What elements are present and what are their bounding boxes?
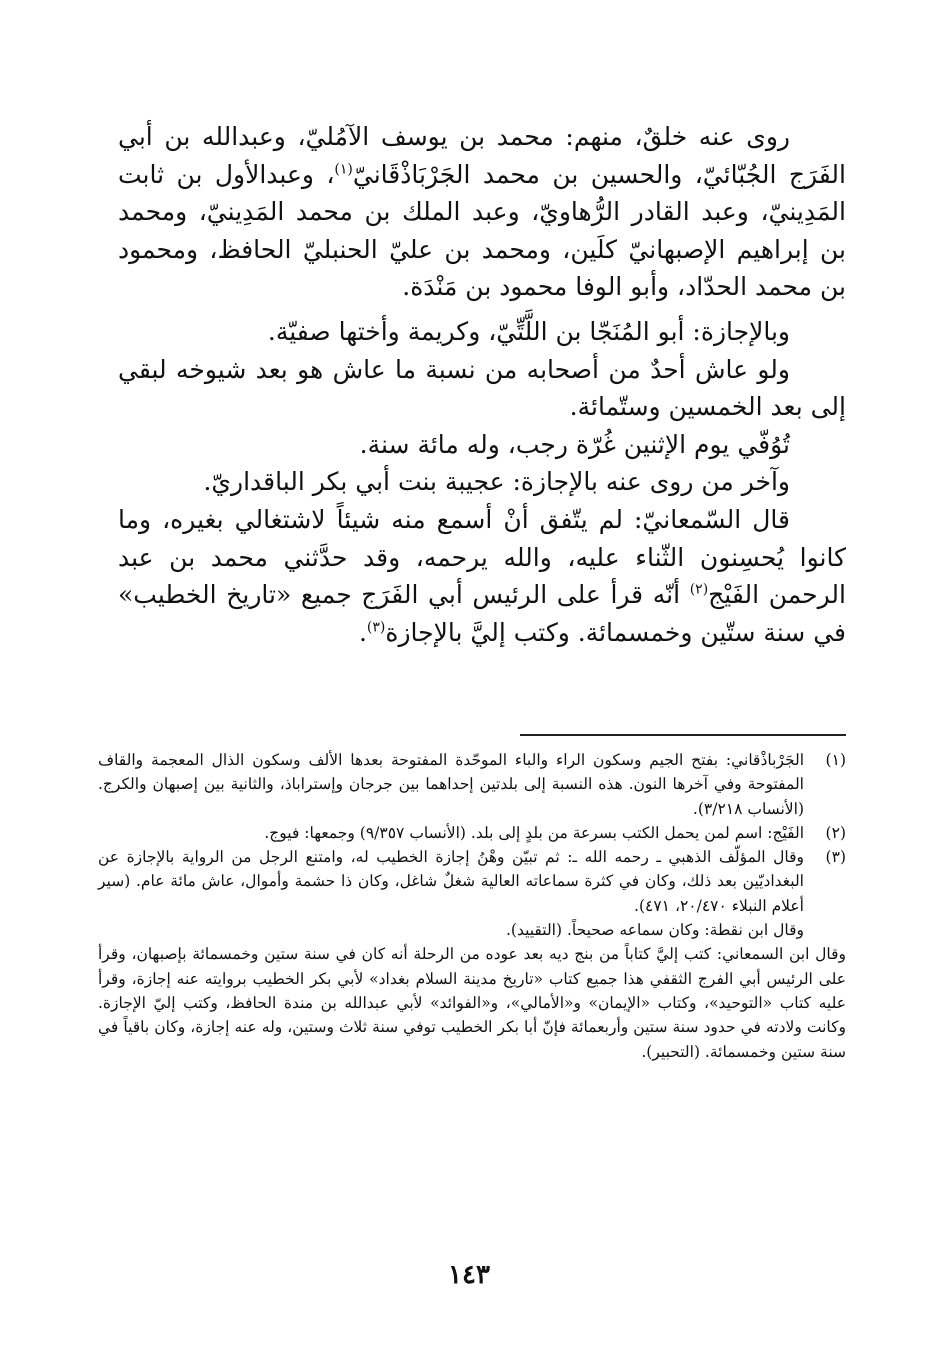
paragraph-samani bbox=[118, 501, 846, 651]
footnote-text: وقال ابن نقطة: وكان سماعه صحيحاً. (التقييد). bbox=[505, 921, 804, 940]
footnote-separator bbox=[520, 734, 846, 736]
paragraph-text: روى عنه خلقٌ، منهم: محمد بن يوسف الآمُليّ، وعبدالله بن أبي الفَرَج الجُبّائيّ، والحسين بن محمد الجَرْبَاذْقَانيّ bbox=[118, 122, 846, 189]
footnote-3 bbox=[98, 845, 846, 942]
footnote-ref-2: (٢) bbox=[689, 581, 709, 598]
paragraph-text-cont: ، وعبدالأول بن ثابت المَدِينيّ، وعبد القادر الرُّهاويّ، وعبد الملك بن محمد المَدِينيّ، ومحمد بن إبراهيم الإصبهانيّ كلَين، ومحمد بن عليّ الحنبليّ الحافظ، ومحمود بن محمد الحدّاد، وأبو الوفا محمود بن مَنْدَة. bbox=[118, 159, 846, 302]
main-text bbox=[118, 118, 846, 651]
footnote-number: (٣) bbox=[825, 848, 846, 867]
footnote-1 bbox=[98, 748, 846, 821]
footnote-text: وقال المؤلّف الذهبي ـ رحمه الله ـ: ثم تبيّن وهْنُ إجازة الخطيب له، وامتنع الرجل من الرواية بالإجازة عن البغداديّين بعد ذلك، وكان في كثرة سماعاته العالية شغلٌ شاغل، وكان ذا حشمة وأموال، عاش مائة عام. (سير أعلام النبلاء ٢٠/٤٧٠، ٤٧١). bbox=[98, 848, 804, 915]
footnote-body bbox=[98, 748, 804, 821]
footnote-ref-3: (٣) bbox=[366, 619, 386, 636]
footnotes bbox=[98, 748, 846, 1064]
paragraph-narrators bbox=[118, 118, 846, 306]
footnote-number: (١) bbox=[825, 751, 846, 769]
footnote-text: الجَرْباذْقاني: بفتح الجيم وسكون الراء والباء الموحّدة المفتوحة بعدها الألف وسكون الذال المعجمة والقاف المفتوحة وفي آخرها النون. هذه النسبة إلى بلدتين إحداهما بين جرجان وإستراباذ، والثانية بين إصبهان والكرج. (الأنساب ٣/٢١٨). bbox=[98, 751, 804, 818]
footnote-text: الفَيْج: اسم لمن يحمل الكتب بسرعة من بلدٍ إلى بلد. (الأنساب ٩/٣٥٧) وجمعها: فيوج. bbox=[264, 823, 804, 842]
footnote-2 bbox=[98, 821, 846, 845]
footnote-body bbox=[98, 821, 804, 845]
page-number: ١٤٣ bbox=[448, 1260, 490, 1290]
paragraph-ijaza: وبالإجازة: أبو المُنَجّا بن اللَّتِّيّ، وكريمة وأختها صفيّة. bbox=[267, 316, 790, 346]
paragraph-survival: ولو عاش أحدٌ من أصحابه من نسبة ما عاش هو بعد شيوخه لبقي إلى بعد الخمسين وستّمائة. bbox=[118, 354, 846, 422]
paragraph-text: قال السّمعانيّ: لم يتّفق أنْ أسمع منه شيئاً لاشتغالي بغيره، وما كانوا يُحسِنون الثّناء عليه، والله يرحمه، وقد حدَّثني محمد بن عبد الرحمن الفَيْج bbox=[118, 504, 846, 610]
footnote-ref-1: (١) bbox=[334, 161, 353, 178]
paragraph-death: تُوُفّي يوم الإثنين غُرّة رجب، وله مائة سنة. bbox=[359, 429, 790, 459]
footnote-continuation: وقال ابن السمعاني: كتب إليَّ كتاباً من بنج ديه بعد عوده من الرحلة أنه كان في سنة ستين وخمسمائة بإصبهان، وقرأ على الرئيس أبي الفرج الثقفي هذا جميع كتاب «تاريخ مدينة السلام بغداد» لأبي بكر الخطيب بروايته عنه إجازة، وقرأ عليه كتاب «التوحيد»، وكتاب «الإيمان» و«الأمالي»، و«الفوائد» لأبي عبدالله بن مندة الحافظ، وكتب إليّ الإجازة. وكانت ولادته في حدود سنة ستين وأربعمائة فإنّ أبا بكر الخطيب توفي سنة ثلاث وستين، وله عنه إجازة، وكان باقياً في سنة ستين وخمسمائة. (التحبير). bbox=[98, 945, 846, 1061]
paragraph-text-cont: أنّه قرأ على الرئيس أبي الفَرَج جميع «تاريخ الخطيب» في سنة ستّين وخمسمائة. وكتب إليَّ بالإجازة bbox=[118, 580, 846, 647]
paragraph-text-end: . bbox=[358, 617, 367, 647]
footnote-number: (٢) bbox=[825, 823, 846, 842]
paragraph-last-narrator: وآخر من روى عنه بالإجازة: عجيبة بنت أبي بكر الباقداريّ. bbox=[203, 467, 790, 497]
footnote-body bbox=[98, 845, 804, 942]
